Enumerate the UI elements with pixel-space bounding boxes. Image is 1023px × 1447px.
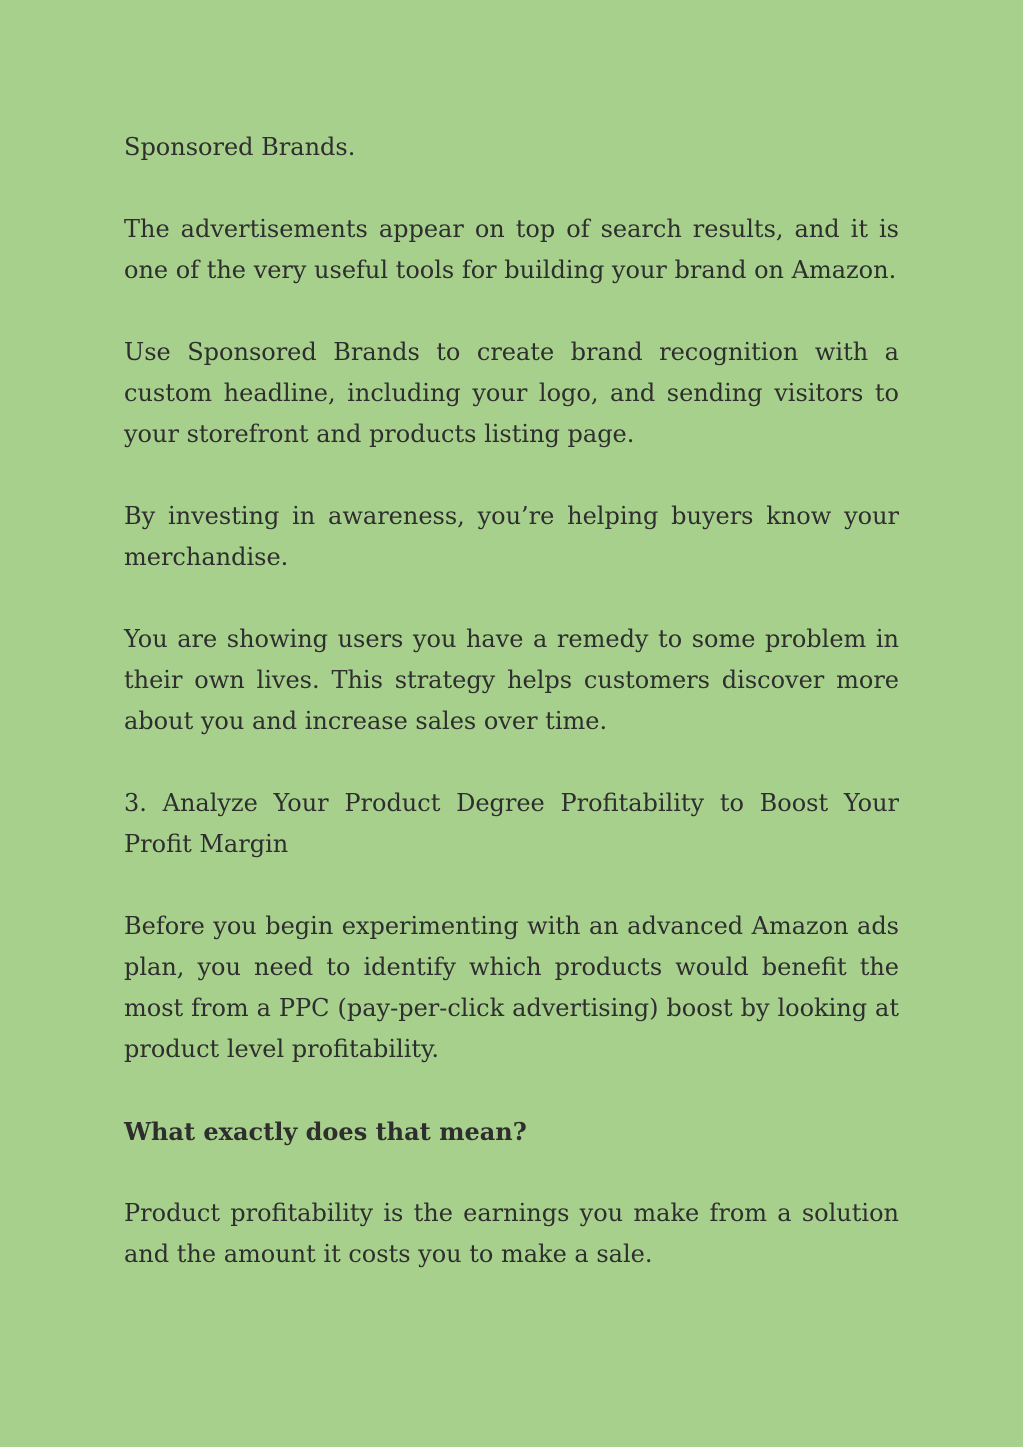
- section-heading-analyze-profitability: 3. Analyze Your Product Degree Profitability to Boost Your Profit Margin: [124, 789, 899, 858]
- paragraph-sponsored-brands: Sponsored Brands.: [124, 133, 356, 161]
- paragraph-use-sponsored-brands: Use Sponsored Brands to create brand recognition with a custom headline, including your logo, and sending visitors to your storefront and products listing page.: [124, 338, 899, 448]
- paragraph-product-profitability: Product profitability is the earnings you make from a solution and the amount it costs you to make a sale.: [124, 1199, 899, 1268]
- paragraph-investing-awareness: By investing in awareness, you’re helping buyers know your merchandise.: [124, 502, 899, 571]
- subheading-what-exactly: What exactly does that mean?: [124, 1117, 527, 1146]
- paragraph-before-you-begin: Before you begin experimenting with an advanced Amazon ads plan, you need to identify which products would benefit the most from a PPC (pay-per-click advertising) boost by looking at product level profitability.: [124, 912, 899, 1063]
- paragraph-advertisements: The advertisements appear on top of search results, and it is one of the very useful tools for building your brand on Amazon.: [124, 215, 899, 284]
- paragraph-showing-users: You are showing users you have a remedy to some problem in their own lives. This strategy helps customers discover more about you and increase sales over time.: [124, 625, 899, 735]
